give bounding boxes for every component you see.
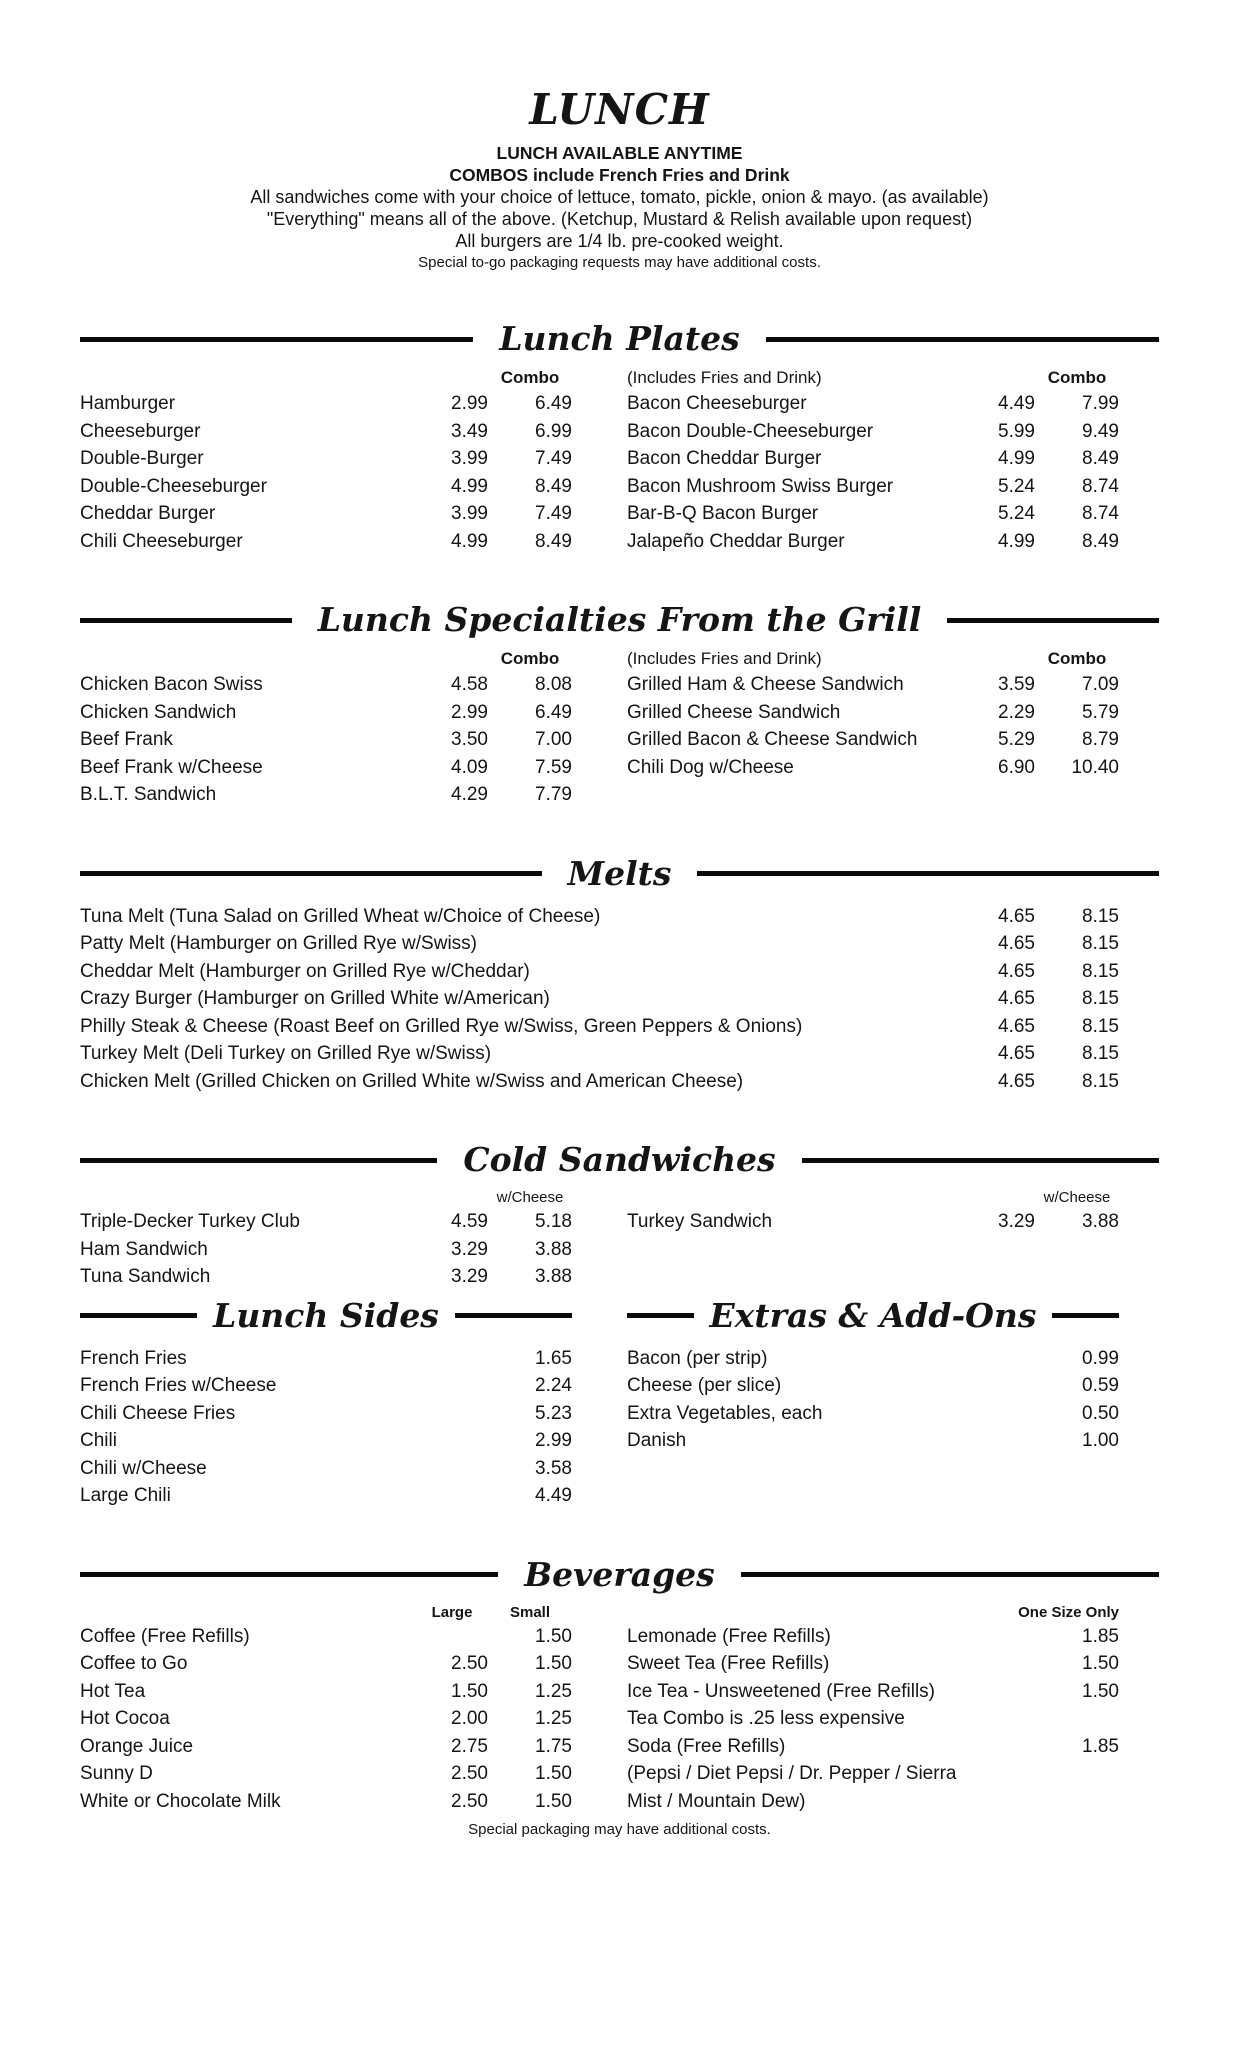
menu-item-name: Jalapeño Cheddar Burger xyxy=(627,530,845,552)
grill-right-column xyxy=(627,671,1119,809)
menu-item-combo: 7.49 xyxy=(535,503,572,524)
menu-item-price: 4.65 xyxy=(998,988,1035,1009)
menu-item-name: Bacon Cheddar Burger xyxy=(627,448,822,469)
menu-item-name: Bar-B-Q Bacon Burger xyxy=(627,503,819,524)
everything-note: "Everything" means all of the above. (Ketchup, Mustard & Relish available upon request) xyxy=(266,209,973,229)
divider-line xyxy=(80,1572,498,1577)
divider-line xyxy=(741,1572,1159,1577)
divider-line xyxy=(455,1313,572,1318)
menu-item-name: Bacon (per strip) xyxy=(627,1347,768,1369)
menu-item-combo: 8.15 xyxy=(1082,933,1119,954)
menu-item-price: 3.29 xyxy=(998,1211,1035,1232)
divider-line xyxy=(1052,1313,1119,1318)
subheader-right xyxy=(627,649,1119,669)
menu-item-combo: 6.99 xyxy=(535,420,572,442)
menu-item-name: Hot Tea xyxy=(80,1680,146,1702)
menu-item-name: Bacon Mushroom Swiss Burger xyxy=(627,475,894,497)
menu-item-name: Ham Sandwich xyxy=(80,1238,208,1260)
menu-item-price: 4.29 xyxy=(451,784,488,805)
menu-item-name: Double-Burger xyxy=(80,448,204,469)
menu-item-large: 2.00 xyxy=(451,1708,488,1729)
menu-item-price: 1.65 xyxy=(535,1347,572,1369)
menu-item-row xyxy=(80,1427,572,1455)
menu-item-price: 1.50 xyxy=(1082,1680,1119,1702)
menu-item-combo: 8.49 xyxy=(1082,448,1119,469)
menu-item-row xyxy=(80,699,572,727)
menu-item-row xyxy=(80,1263,572,1291)
beverages-items xyxy=(80,1623,1159,1816)
section-sides-and-extras xyxy=(80,1291,1159,1510)
menu-item-name: Turkey Melt (Deli Turkey on Grilled Rye w/Swiss) xyxy=(80,1043,492,1064)
section-heading-cold-sandwiches xyxy=(80,1141,1159,1179)
lunch-sides-column xyxy=(80,1291,572,1510)
menu-item-price: 0.59 xyxy=(1082,1375,1119,1396)
subheader-left xyxy=(80,1604,572,1621)
menu-item-combo: 8.15 xyxy=(1082,1070,1119,1092)
menu-item-name: Cheese (per slice) xyxy=(627,1375,782,1396)
menu-item-name: Sweet Tea (Free Refills) xyxy=(627,1653,830,1674)
menu-item-name: Grilled Ham & Cheese Sandwich xyxy=(627,674,904,695)
cold-sandwiches-subheader xyxy=(80,1189,1159,1206)
menu-item-name: Chili Dog w/Cheese xyxy=(627,756,794,778)
menu-item-row xyxy=(627,754,1119,782)
menu-item-row xyxy=(80,985,1119,1013)
extras-column xyxy=(627,1291,1119,1510)
menu-item-name: Hot Cocoa xyxy=(80,1708,170,1729)
menu-item-combo: 3.88 xyxy=(535,1238,572,1260)
menu-item-combo: 8.49 xyxy=(535,475,572,497)
grill-items xyxy=(80,671,1159,809)
cold-left-column xyxy=(80,1208,572,1291)
menu-item-small: 1.50 xyxy=(535,1790,572,1812)
section-title: Lunch Plates xyxy=(499,319,740,358)
lunch-plates-right-column xyxy=(627,390,1119,555)
menu-item-row xyxy=(80,500,572,528)
menu-item-price: 4.59 xyxy=(451,1211,488,1232)
menu-item-price: 0.99 xyxy=(1082,1347,1119,1369)
menu-item-price: 4.65 xyxy=(998,960,1035,982)
menu-item-row xyxy=(627,390,1119,418)
section-heading-grill-specialties xyxy=(80,601,1159,639)
menu-item-row xyxy=(80,1400,572,1428)
menu-item-price: 5.24 xyxy=(998,475,1035,497)
section-heading-melts xyxy=(80,855,1159,893)
menu-item-small: 1.50 xyxy=(535,1625,572,1647)
menu-item-name: Coffee to Go xyxy=(80,1653,188,1674)
menu-item-name: Chili w/Cheese xyxy=(80,1457,207,1479)
menu-item-combo: 8.15 xyxy=(1082,905,1119,927)
menu-item-name: Hamburger xyxy=(80,393,176,414)
menu-item-name: Extra Vegetables, each xyxy=(627,1402,823,1424)
menu-item-row xyxy=(80,1650,572,1678)
section-beverages xyxy=(80,1556,1159,1842)
menu-item-combo: 8.79 xyxy=(1082,729,1119,750)
menu-item-combo: 3.88 xyxy=(1082,1211,1119,1232)
extras-items xyxy=(627,1345,1119,1455)
divider-line xyxy=(80,1313,197,1318)
menu-item-price: 0.50 xyxy=(1082,1402,1119,1424)
section-title: Lunch Sides xyxy=(213,1295,439,1335)
menu-item-price: 4.99 xyxy=(998,530,1035,552)
menu-item-price: 4.65 xyxy=(998,1015,1035,1037)
menu-item-row xyxy=(627,1733,1119,1761)
section-grill-specialties xyxy=(80,601,1159,809)
subheader-left xyxy=(80,368,572,388)
menu-item-name: Turkey Sandwich xyxy=(627,1211,773,1232)
small-column-header: Small xyxy=(509,1603,551,1621)
menu-item-name: Tuna Sandwich xyxy=(80,1266,211,1287)
divider-line xyxy=(947,618,1159,623)
menu-item-row xyxy=(80,903,1119,931)
menu-item-row xyxy=(627,726,1119,754)
menu-item-row xyxy=(80,473,572,501)
with-cheese-column-header: w/Cheese xyxy=(1043,1189,1111,1206)
menu-item-price: 3.50 xyxy=(451,729,488,750)
menu-item-row xyxy=(627,528,1119,556)
menu-item-row xyxy=(627,1705,1119,1733)
menu-item-name: Chili xyxy=(80,1430,117,1451)
menu-item-small: 1.25 xyxy=(535,1708,572,1729)
menu-item-price: 4.99 xyxy=(451,530,488,552)
menu-item-price: 2.29 xyxy=(998,701,1035,723)
menu-item-row xyxy=(627,1400,1119,1428)
menu-item-small: 1.75 xyxy=(535,1735,572,1757)
menu-item-price: 4.99 xyxy=(998,448,1035,469)
menu-item-row xyxy=(627,1650,1119,1678)
menu-item-row xyxy=(80,1345,572,1373)
menu-item-price: 3.29 xyxy=(451,1266,488,1287)
menu-item-row xyxy=(627,1372,1119,1400)
menu-item-row xyxy=(627,1788,1119,1816)
menu-item-combo: 8.74 xyxy=(1082,503,1119,524)
divider-line xyxy=(766,337,1159,342)
divider-line xyxy=(80,337,473,342)
section-title: Cold Sandwiches xyxy=(463,1140,776,1179)
menu-item-name: Triple-Decker Turkey Club xyxy=(80,1211,300,1232)
menu-item-large: 2.50 xyxy=(451,1790,488,1812)
menu-item-name: Crazy Burger (Hamburger on Grilled White w/American) xyxy=(80,988,550,1009)
menu-item-name: Bacon Cheeseburger xyxy=(627,393,807,414)
menu-item-row xyxy=(80,1372,572,1400)
menu-item-name: Soda (Free Refills) xyxy=(627,1735,786,1757)
menu-item-row xyxy=(80,781,572,809)
menu-item-name: Philly Steak & Cheese (Roast Beef on Grilled Rye w/Swiss, Green Peppers & Onions) xyxy=(80,1015,803,1037)
menu-item-row xyxy=(627,1678,1119,1706)
menu-item-row xyxy=(80,1733,572,1761)
menu-item-price: 4.49 xyxy=(535,1485,572,1506)
combos-note: COMBOS include French Fries and Drink xyxy=(449,165,790,185)
menu-item-name: Sunny D xyxy=(80,1763,153,1784)
menu-item-price: 4.99 xyxy=(451,475,488,497)
menu-item-small: 1.50 xyxy=(535,1763,572,1784)
lunch-plates-subheader xyxy=(80,368,1159,388)
menu-item-name: Bacon Double-Cheeseburger xyxy=(627,420,874,442)
togo-packaging-note: Special to-go packaging requests may have additional costs. xyxy=(418,254,821,271)
menu-item-price: 2.99 xyxy=(451,393,488,414)
divider-line xyxy=(802,1158,1159,1163)
menu-item-row xyxy=(80,418,572,446)
menu-item-combo: 3.88 xyxy=(535,1266,572,1287)
menu-item-row xyxy=(627,671,1119,699)
menu-item-small: 1.25 xyxy=(535,1680,572,1702)
menu-item-combo: 8.74 xyxy=(1082,475,1119,497)
menu-item-row xyxy=(627,1345,1119,1373)
menu-item-name: French Fries xyxy=(80,1347,187,1369)
menu-item-combo: 10.40 xyxy=(1071,756,1119,778)
menu-item-combo: 8.15 xyxy=(1082,1015,1119,1037)
menu-item-price: 1.85 xyxy=(1082,1625,1119,1647)
sandwich-note: All sandwiches come with your choice of lettuce, tomato, pickle, onion & mayo. (as available) xyxy=(250,187,989,207)
menu-item-name: Tea Combo is .25 less expensive xyxy=(627,1708,905,1729)
menu-item-name: Chili Cheese Fries xyxy=(80,1402,236,1424)
menu-item-row xyxy=(80,1068,1119,1096)
menu-item-name: Tuna Melt (Tuna Salad on Grilled Wheat w/Choice of Cheese) xyxy=(80,905,601,927)
menu-item-combo: 5.18 xyxy=(535,1211,572,1232)
menu-item-row xyxy=(80,754,572,782)
section-heading-lunch-sides xyxy=(80,1297,572,1335)
menu-item-name: Double-Cheeseburger xyxy=(80,475,267,497)
divider-line xyxy=(80,1158,437,1163)
menu-item-row xyxy=(80,1705,572,1733)
menu-item-price: 3.59 xyxy=(998,674,1035,695)
menu-item-name: Beef Frank xyxy=(80,729,173,750)
menu-item-name: Grilled Bacon & Cheese Sandwich xyxy=(627,729,918,750)
menu-content xyxy=(0,86,1243,1841)
menu-item-price: 3.29 xyxy=(451,1238,488,1260)
menu-item-price: 4.09 xyxy=(451,756,488,778)
menu-item-name: Chicken Melt (Grilled Chicken on Grilled White w/Swiss and American Cheese) xyxy=(80,1070,744,1092)
menu-item-combo: 8.49 xyxy=(535,530,572,552)
subheader-left xyxy=(80,649,572,669)
menu-item-row xyxy=(80,1455,572,1483)
menu-item-price: 4.49 xyxy=(998,393,1035,414)
menu-item-name: Beef Frank w/Cheese xyxy=(80,756,263,778)
menu-item-large: 2.50 xyxy=(451,1653,488,1674)
one-size-column-header: One Size Only xyxy=(1018,1603,1119,1621)
section-title: Beverages xyxy=(524,1554,715,1594)
menu-item-row xyxy=(80,528,572,556)
lunch-plates-items xyxy=(80,390,1159,555)
menu-item-name: French Fries w/Cheese xyxy=(80,1375,277,1396)
section-heading-extras xyxy=(627,1297,1119,1335)
menu-item-row xyxy=(80,1236,572,1264)
menu-item-row xyxy=(80,1208,572,1236)
menu-item-combo: 8.15 xyxy=(1082,1043,1119,1064)
availability-note: LUNCH AVAILABLE ANYTIME xyxy=(496,143,743,163)
menu-item-combo: 9.49 xyxy=(1082,420,1119,442)
menu-item-large: 1.50 xyxy=(451,1680,488,1702)
menu-item-price: 3.49 xyxy=(451,420,488,442)
menu-item-row xyxy=(80,726,572,754)
menu-item-row xyxy=(80,958,1119,986)
menu-item-combo: 8.15 xyxy=(1082,960,1119,982)
combo-column-header: Combo xyxy=(500,649,560,668)
cold-sandwiches-items xyxy=(80,1208,1159,1291)
menu-item-row xyxy=(80,1760,572,1788)
section-heading-beverages xyxy=(80,1556,1159,1594)
menu-item-combo: 7.49 xyxy=(535,448,572,469)
menu-item-row xyxy=(80,1013,1119,1041)
menu-item-row xyxy=(627,473,1119,501)
menu-item-name: Cheddar Burger xyxy=(80,503,216,524)
menu-item-row xyxy=(627,500,1119,528)
menu-item-row xyxy=(627,699,1119,727)
divider-line xyxy=(697,871,1159,876)
menu-item-name: Cheddar Melt (Hamburger on Grilled Rye w/Cheddar) xyxy=(80,960,530,982)
menu-item-large: 2.50 xyxy=(451,1763,488,1784)
menu-item-row xyxy=(80,671,572,699)
combo-includes-note: (Includes Fries and Drink) xyxy=(627,649,822,668)
menu-item-row xyxy=(627,1760,1119,1788)
section-title: Melts xyxy=(567,853,672,893)
menu-item-price: 5.23 xyxy=(535,1402,572,1424)
subheader-right xyxy=(627,368,1119,388)
menu-item-combo: 7.09 xyxy=(1082,674,1119,695)
section-cold-sandwiches xyxy=(80,1141,1159,1291)
menu-item-name: (Pepsi / Diet Pepsi / Dr. Pepper / Sierra xyxy=(627,1763,957,1784)
menu-item-name: Lemonade (Free Refills) xyxy=(627,1625,831,1647)
menu-item-price: 1.85 xyxy=(1082,1735,1119,1757)
menu-item-combo: 6.49 xyxy=(535,701,572,723)
menu-item-row xyxy=(80,1788,572,1816)
menu-item-row xyxy=(80,445,572,473)
menu-item-price: 5.29 xyxy=(998,729,1035,750)
menu-item-name: Chicken Bacon Swiss xyxy=(80,674,263,695)
menu-item-combo: 7.59 xyxy=(535,756,572,778)
menu-item-row xyxy=(627,445,1119,473)
menu-item-price: 6.90 xyxy=(998,756,1035,778)
menu-item-name: Grilled Cheese Sandwich xyxy=(627,701,841,723)
menu-item-combo: 6.49 xyxy=(535,393,572,414)
menu-item-price: 4.58 xyxy=(451,674,488,695)
menu-item-price: 4.65 xyxy=(998,1043,1035,1064)
menu-item-price: 5.24 xyxy=(998,503,1035,524)
menu-item-name: Chicken Sandwich xyxy=(80,701,237,723)
menu-item-price: 4.65 xyxy=(998,933,1035,954)
menu-item-combo: 5.79 xyxy=(1082,701,1119,723)
menu-item-row xyxy=(627,418,1119,446)
combo-column-header: Combo xyxy=(1047,649,1107,668)
section-lunch-plates xyxy=(80,320,1159,555)
divider-line xyxy=(80,871,542,876)
page-title: LUNCH xyxy=(529,85,710,134)
menu-item-name: Chili Cheeseburger xyxy=(80,530,243,552)
burger-weight-note: All burgers are 1/4 lb. pre-cooked weight. xyxy=(455,231,784,251)
menu-item-price: 2.24 xyxy=(535,1375,572,1396)
menu-item-small: 1.50 xyxy=(535,1653,572,1674)
menu-item-name: Danish xyxy=(627,1430,687,1451)
menu-item-row xyxy=(80,930,1119,958)
subheader-left xyxy=(80,1189,572,1206)
menu-item-name: Coffee (Free Refills) xyxy=(80,1625,250,1647)
with-cheese-column-header: w/Cheese xyxy=(496,1189,564,1206)
beverages-left-column xyxy=(80,1623,572,1816)
menu-item-row xyxy=(80,1482,572,1510)
sides-extras-columns xyxy=(80,1291,1159,1510)
lunch-plates-left-column xyxy=(80,390,572,555)
menu-item-price: 4.65 xyxy=(998,905,1035,927)
lunch-sides-items xyxy=(80,1345,572,1510)
menu-item-combo: 8.49 xyxy=(1082,530,1119,552)
divider-line xyxy=(80,618,292,623)
subheader-right xyxy=(627,1189,1119,1206)
section-title: Extras & Add-Ons xyxy=(709,1295,1037,1335)
menu-item-name: Large Chili xyxy=(80,1485,171,1506)
melts-items xyxy=(80,903,1159,1096)
menu-item-name: Mist / Mountain Dew) xyxy=(627,1790,806,1812)
menu-item-large: 2.75 xyxy=(451,1735,488,1757)
combo-column-header: Combo xyxy=(500,368,560,387)
menu-item-price: 2.99 xyxy=(535,1430,572,1451)
menu-item-row xyxy=(627,1427,1119,1455)
menu-item-price: 3.58 xyxy=(535,1457,572,1479)
menu-item-combo: 7.79 xyxy=(535,784,572,805)
menu-item-name: Orange Juice xyxy=(80,1735,194,1757)
beverages-subheader xyxy=(80,1604,1159,1621)
combo-includes-note: (Includes Fries and Drink) xyxy=(627,368,822,387)
menu-item-combo: 8.08 xyxy=(535,674,572,695)
menu-item-row xyxy=(80,1623,572,1651)
menu-item-price: 3.99 xyxy=(451,503,488,524)
section-melts xyxy=(80,855,1159,1096)
subheader-right xyxy=(627,1604,1119,1621)
menu-item-name: Patty Melt (Hamburger on Grilled Rye w/Swiss) xyxy=(80,933,477,954)
menu-item-price: 3.99 xyxy=(451,448,488,469)
section-title: Lunch Specialties From the Grill xyxy=(317,600,922,639)
menu-item-combo: 7.99 xyxy=(1082,393,1119,414)
combo-column-header: Combo xyxy=(1047,368,1107,387)
divider-line xyxy=(627,1313,694,1318)
large-column-header: Large xyxy=(431,1603,473,1621)
menu-item-price: 1.50 xyxy=(1082,1653,1119,1674)
menu-item-row xyxy=(80,1678,572,1706)
menu-item-price: 4.65 xyxy=(998,1070,1035,1092)
menu-header xyxy=(80,86,1159,274)
packaging-footer-note: Special packaging may have additional costs. xyxy=(468,1821,771,1838)
menu-item-row xyxy=(80,390,572,418)
menu-item-row xyxy=(627,1623,1119,1651)
menu-item-name: White or Chocolate Milk xyxy=(80,1790,281,1812)
menu-item-name: Ice Tea - Unsweetened (Free Refills) xyxy=(627,1680,935,1702)
grill-left-column xyxy=(80,671,572,809)
section-heading-lunch-plates xyxy=(80,320,1159,358)
menu-item-row xyxy=(627,1208,1119,1236)
menu-item-row xyxy=(80,1040,1119,1068)
menu-item-price: 5.99 xyxy=(998,420,1035,442)
menu-item-combo: 7.00 xyxy=(535,729,572,750)
menu-item-name: Cheeseburger xyxy=(80,420,201,442)
menu-item-price: 2.99 xyxy=(451,701,488,723)
menu-item-price: 1.00 xyxy=(1082,1430,1119,1451)
beverages-right-column xyxy=(627,1623,1119,1816)
menu-item-combo: 8.15 xyxy=(1082,988,1119,1009)
cold-right-column xyxy=(627,1208,1119,1291)
menu-item-name: B.L.T. Sandwich xyxy=(80,784,217,805)
grill-subheader xyxy=(80,649,1159,669)
